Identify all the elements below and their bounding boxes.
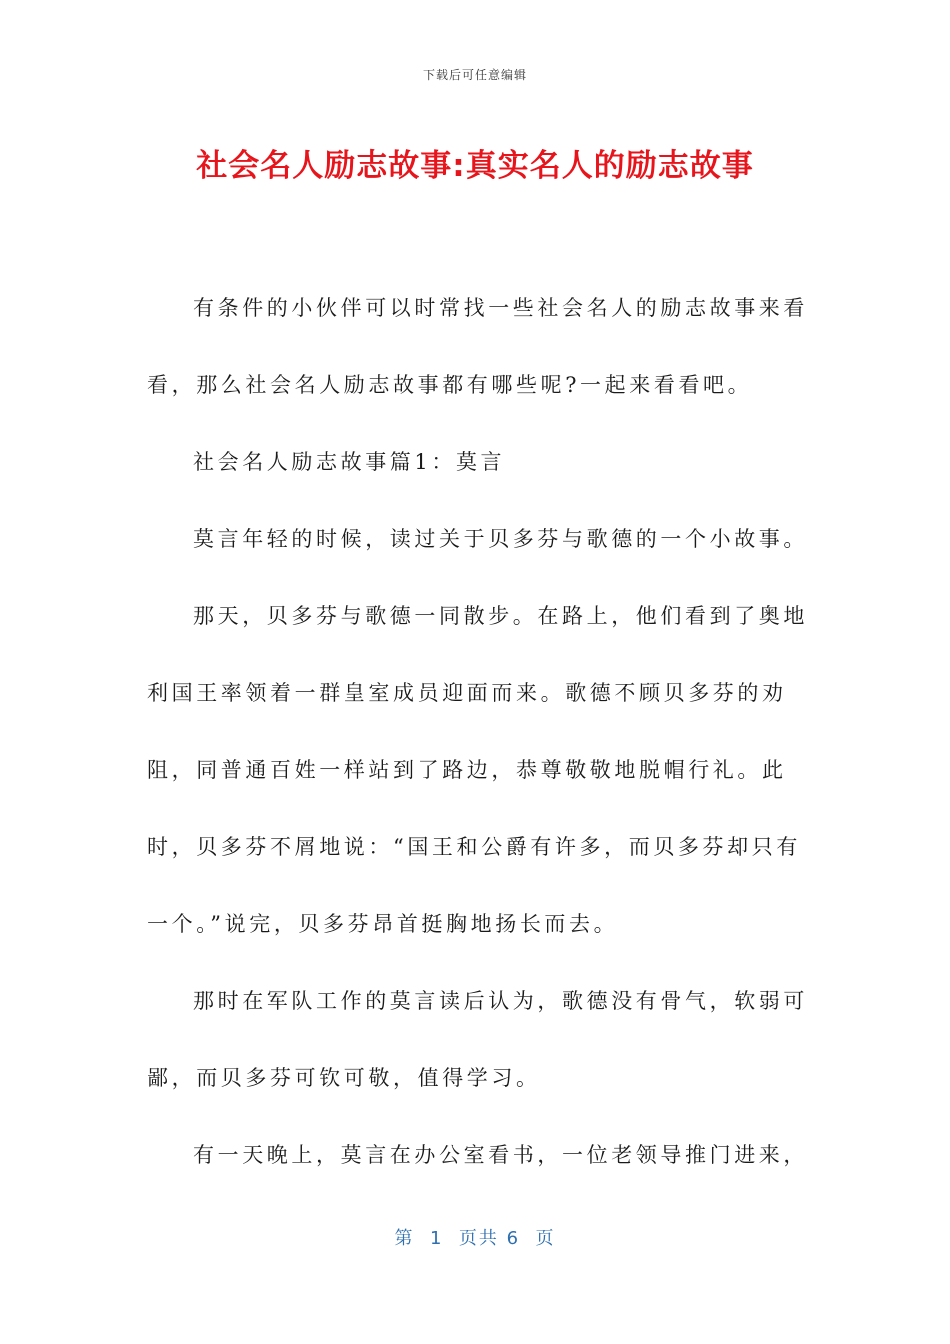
paragraph-intro: 有条件的小伙伴可以时常找一些社会名人的励志故事来看看，那么社会名人励志故事都有哪些呢?一起来看看吧。 [147,296,808,397]
paragraph: 那时在军队工作的莫言读后认为，歌德没有骨气，软弱可鄙，而贝多芬可钦可敬，值得学习。 [147,989,808,1090]
paragraph: 莫言年轻的时候，读过关于贝多芬与歌德的一个小故事。 [193,527,808,551]
document-body [147,270,811,1194]
header-note: 下载后可任意编辑 [422,68,527,82]
paragraph: 有一天晚上，莫言在办公室看书，一位老领导推门进来， [193,1143,808,1167]
page-number-footer: 第 1 页共 6 页 [394,1228,556,1249]
paragraph-heading: 社会名人励志故事篇1：莫言 [193,450,506,474]
page-title: 社会名人励志故事:真实名人的励志故事 [196,148,754,184]
paragraph: 那天，贝多芬与歌德一同散步。在路上，他们看到了奥地利国王率领着一群皇室成员迎面而来。歌德不顾贝多芬的劝阻，同普通百姓一样站到了路边，恭尊敬敬地脱帽行礼。此时，贝多芬不屑地说：“国王和公爵有许多，而贝多芬却只有一个。”说完，贝多芬昂首挺胸地扬长而去。 [147,604,808,936]
